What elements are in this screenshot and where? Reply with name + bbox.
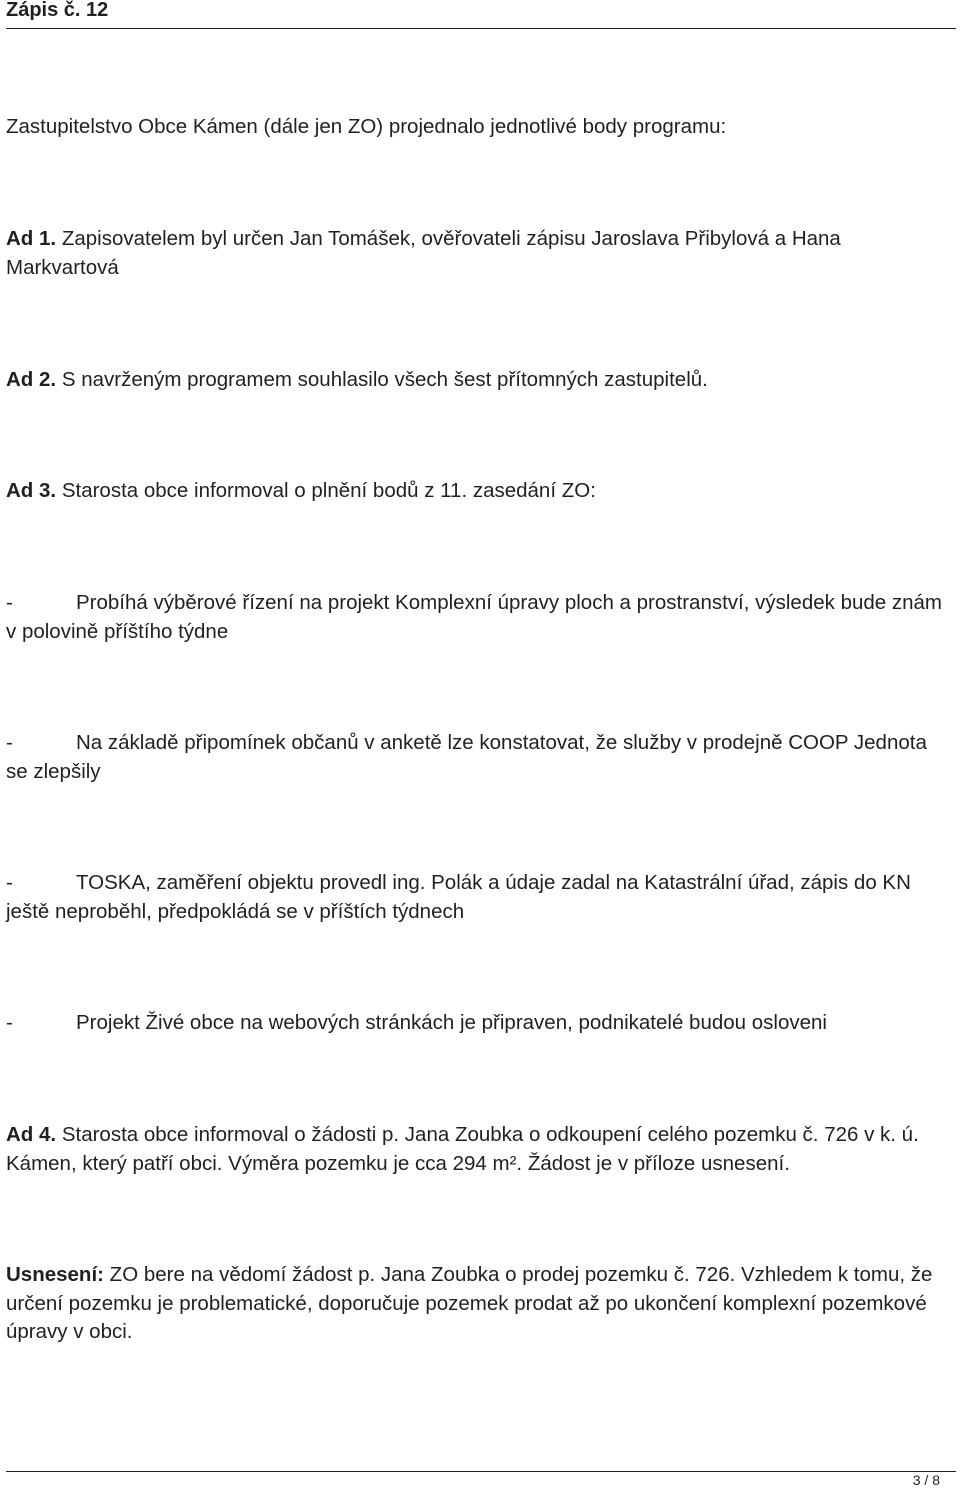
item-ad2-label: Ad 2. [6, 368, 57, 391]
item-ad4-text: Starosta obce informoval o žádosti p. Jana Zoubka o odkoupení celého pozemku č. 726 v k. ú. Kámen, který patří obci. Výměra pozemku je cca 294 m². Žádost je v příloze usnesení. [6, 1123, 919, 1175]
list-item-text: Na základě připomínek občanů v anketě lze konstatovat, že služby v prodejně COOP Jednota se zlepšily [6, 731, 927, 783]
list-item-text: TOSKA, zaměření objektu provedl ing. Polák a údaje zadal na Katastrální úřad, zápis do KN ještě neproběhl, předpokládá se v příštích týdnech [6, 871, 911, 923]
list-item [6, 869, 954, 926]
footer-rule [6, 1471, 956, 1472]
resolution-text: ZO bere na vědomí žádost p. Jana Zoubka o prodej pozemku č. 726. Vzhledem k tomu, že určení pozemku je problematické, doporučuje pozemek prodat až po ukončení komplexní pozemkové úpravy v obci. [6, 1263, 933, 1343]
item-ad4 [6, 1121, 954, 1178]
list-dash: - [6, 731, 13, 754]
list-item [6, 1009, 954, 1038]
intro-paragraph: Zastupitelstvo Obce Kámen (dále jen ZO) projednalo jednotlivé body programu: [6, 115, 727, 138]
item-ad3-label: Ad 3. [6, 479, 57, 502]
page-header [6, 0, 956, 29]
item-ad3 [6, 477, 954, 506]
list-dash: - [6, 1011, 13, 1034]
page-number: 3 / 8 [912, 1472, 940, 1488]
item-ad4-label: Ad 4. [6, 1123, 57, 1146]
resolution [6, 1261, 954, 1347]
item-ad2 [6, 366, 954, 395]
list-item-text: Projekt Živé obce na webových stránkách je připraven, podnikatelé budou osloveni [76, 1011, 827, 1034]
list-dash: - [6, 591, 13, 614]
resolution-label: Usnesení: [6, 1263, 104, 1286]
list-item-text: Probíhá výběrové řízení na projekt Komplexní úpravy ploch a prostranství, výsledek bude znám v polovině příštího týdne [6, 591, 943, 643]
item-ad2-text: S navrženým programem souhlasilo všech šest přítomných zastupitelů. [56, 368, 708, 391]
item-ad1-text: Zapisovatelem byl určen Jan Tomášek, ověřovateli zápisu Jaroslava Přibylová a Hana Markvartová [6, 227, 841, 279]
item-ad3-text: Starosta obce informoval o plnění bodů z 11. zasedání ZO: [56, 479, 596, 502]
list-item [6, 729, 954, 786]
item-ad1 [6, 225, 954, 282]
item-ad1-label: Ad 1. [6, 227, 57, 250]
list-item [6, 589, 954, 646]
document-title: Zápis č. 12 [6, 0, 109, 21]
list-dash: - [6, 871, 13, 894]
